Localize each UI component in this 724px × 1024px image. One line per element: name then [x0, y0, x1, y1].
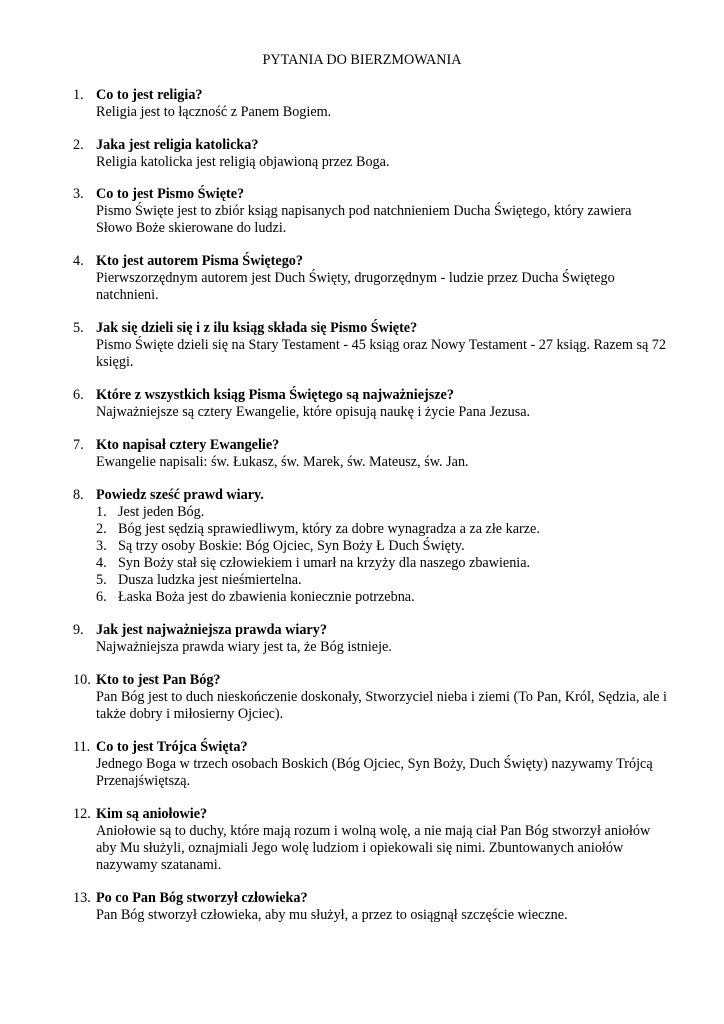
question-number: 13. [73, 890, 91, 906]
list-item [96, 538, 671, 555]
list-item-text: Dusza ludzka jest nieśmiertelna. [118, 572, 302, 588]
question-number: 10. [73, 672, 91, 688]
question-title: Kto napisał cztery Ewangelie? [96, 437, 280, 453]
question-title: Co to jest Pismo Święte? [96, 186, 245, 202]
question-title: Jak się dzieli się i z ilu ksiąg składa się Pismo Święte? [96, 320, 418, 336]
question-answer: Pismo Święte dzieli się na Stary Testament - 45 ksiąg oraz Nowy Testament - 27 ksiąg. Razem są 72 księgi. [96, 337, 666, 370]
question-title: Kto to jest Pan Bóg? [96, 672, 221, 688]
list-item-number: 2. [96, 521, 107, 537]
list-item-number: 5. [96, 572, 107, 588]
question-answer: Religia jest to łączność z Panem Bogiem. [96, 104, 332, 120]
question-title: Jak jest najważniejsza prawda wiary? [96, 622, 327, 638]
list-item-text: Są trzy osoby Boskie: Bóg Ojciec, Syn Boży Ł Duch Święty. [118, 538, 465, 554]
question-number: 6. [73, 387, 84, 403]
question-title: Powiedz sześć prawd wiary. [96, 487, 264, 503]
truths-list [96, 504, 671, 606]
question-answer: Pierwszorzędnym autorem jest Duch Święty, drugorzędnym - ludzie przez Ducha Świętego natchnieni. [96, 270, 615, 303]
question-number: 11. [73, 739, 91, 755]
question-answer: Jednego Boga w trzech osobach Boskich (Bóg Ojciec, Syn Boży, Duch Święty) nazywamy Trójcą Przenajświętszą. [96, 756, 653, 789]
question-title: Które z wszystkich ksiąg Pisma Świętego są najważniejsze? [96, 387, 454, 403]
list-item-number: 4. [96, 555, 107, 571]
list-item-text: Syn Boży stał się człowiekiem i umarł na krzyży dla naszego zbawienia. [118, 555, 531, 571]
list-item [96, 589, 671, 606]
question-title: Co to jest Trójca Święta? [96, 739, 248, 755]
question-number: 5. [73, 320, 84, 336]
list-item-number: 1. [96, 504, 107, 520]
question-answer: Religia katolicka jest religią objawioną przez Boga. [96, 154, 390, 170]
question-number: 12. [73, 806, 91, 822]
document-title: PYTANIA DO BIERZMOWANIA [262, 52, 462, 68]
list-item-text: Bóg jest sędzią sprawiedliwym, który za dobre wynagradza a za złe karze. [118, 521, 540, 537]
list-item [96, 521, 671, 538]
question-number: 9. [73, 622, 84, 638]
question-answer: Ewangelie napisali: św. Łukasz, św. Marek, św. Mateusz, św. Jan. [96, 454, 469, 470]
question-title: Jaka jest religia katolicka? [96, 137, 259, 153]
list-item [96, 504, 671, 521]
question-number: 1. [73, 87, 84, 103]
question-answer: Aniołowie są to duchy, które mają rozum i wolną wolę, a nie mają ciał Pan Bóg stworzył aniołów aby Mu służyli, oznajmiali Jego wolę ludziom i opiekowali się nimi. Zbuntowanych aniołów nazywamy szatanami. [96, 823, 651, 873]
question-number: 7. [73, 437, 84, 453]
question-number: 3. [73, 186, 84, 202]
question-answer: Pan Bóg jest to duch nieskończenie doskonały, Stworzyciel nieba i ziemi (To Pan, Król, Sędzia, ale i także dobry i miłosierny Ojciec). [96, 689, 667, 722]
question-title: Co to jest religia? [96, 87, 203, 103]
list-item-number: 6. [96, 589, 107, 605]
question-answer: Najważniejsza prawda wiary jest ta, że Bóg istnieje. [96, 639, 392, 655]
question-number: 4. [73, 253, 84, 269]
list-item [96, 572, 671, 589]
question-number: 8. [73, 487, 84, 503]
question-title: Kim są aniołowie? [96, 806, 208, 822]
question-number: 2. [73, 137, 84, 153]
list-item [96, 555, 671, 572]
question-answer: Pan Bóg stworzył człowieka, aby mu służył, a przez to osiągnął szczęście wieczne. [96, 907, 568, 923]
question-title: Po co Pan Bóg stworzył człowieka? [96, 890, 308, 906]
list-item-text: Łaska Boża jest do zbawienia koniecznie potrzebna. [118, 589, 415, 605]
question-answer: Najważniejsze są cztery Ewangelie, które opisują naukę i życie Pana Jezusa. [96, 404, 531, 420]
list-item-text: Jest jeden Bóg. [118, 504, 205, 520]
question-title: Kto jest autorem Pisma Świętego? [96, 253, 303, 269]
question-answer: Pismo Święte jest to zbiór ksiąg napisanych pod natchnieniem Ducha Świętego, który zawiera Słowo Boże skierowane do ludzi. [96, 203, 632, 236]
list-item-number: 3. [96, 538, 107, 554]
